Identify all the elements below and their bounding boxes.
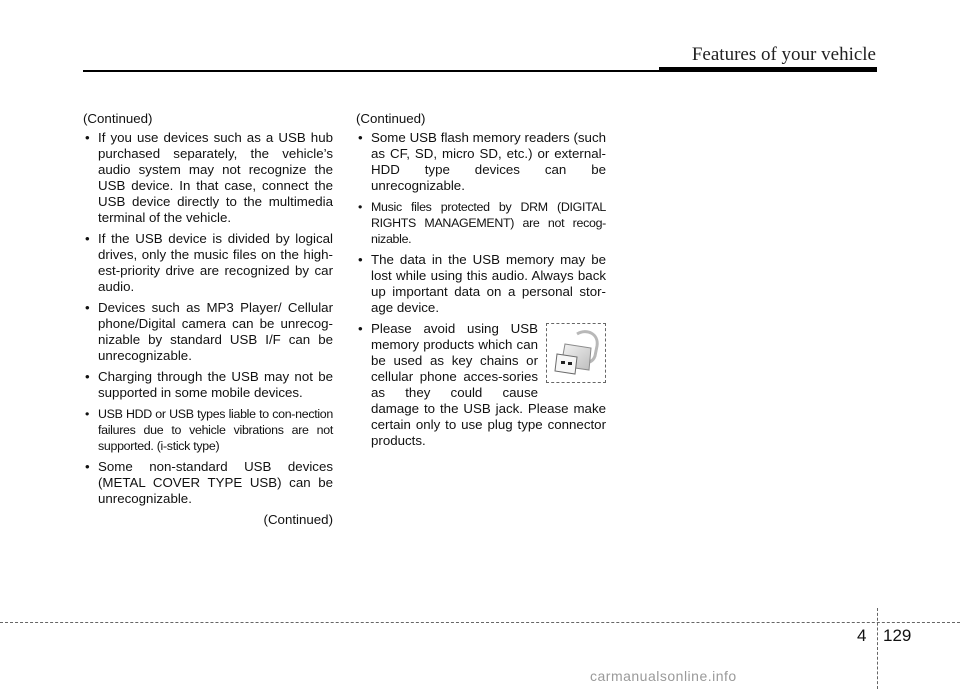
- footer-divider: [877, 608, 878, 689]
- right-bullet-list: [356, 130, 606, 449]
- right-column: [356, 111, 606, 454]
- left-column: [83, 111, 333, 528]
- list-item: • Some non-standard USB devices (METAL COVER TYPE USB) can be unrecognizable.: [83, 459, 333, 507]
- continued-label-top: (Continued): [83, 111, 153, 126]
- watermark: carmanualsonline.info: [590, 668, 737, 684]
- list-item-with-image: [356, 321, 606, 449]
- continued-label-top: (Continued): [356, 111, 426, 126]
- usb-key-chain-icon: [547, 324, 605, 382]
- usb-image-frame: [546, 323, 606, 383]
- continued-label-bottom: (Continued): [263, 512, 333, 527]
- footer-rule: [0, 622, 960, 623]
- list-item: • Some USB flash memory readers (such as CF, SD, micro SD, etc.) or external-HDD type devices can be unrecognizable.: [356, 130, 606, 194]
- list-item: • If you use devices such as a USB hub purchased separately, the vehicle’s audio system may not recognize the USB device. In that case, connect the USB device directly to the multimedia terminal of the vehicle.: [83, 130, 333, 226]
- page-header-title: Features of your vehicle: [691, 44, 876, 65]
- list-item: • The data in the USB memory may be lost while using this audio. Always back up important data on a personal stor-age device.: [356, 252, 606, 316]
- list-item: • Devices such as MP3 Player/ Cellular phone/Digital camera can be unrecog-nizable by standard USB I/F can be unrecognizable.: [83, 300, 333, 364]
- list-item: • USB HDD or USB types liable to con-nection failures due to vehicle vibrations are not supported. (i-stick type): [83, 406, 333, 454]
- header-rule-accent: [659, 67, 877, 72]
- list-item-text: Please avoid using USB memory products which can be used as key chains or cellular phone acces-sories as they could cause damage to the USB jack. Please make certain only to use plug type connector products.: [371, 321, 606, 448]
- chapter-number: 4: [857, 626, 867, 645]
- list-item: • Charging through the USB may not be supported in some mobile devices.: [83, 369, 333, 401]
- page-number: 129: [883, 626, 912, 645]
- list-item: • Music files protected by DRM (DIGITAL RIGHTS MANAGEMENT) are not recog-nizable.: [356, 199, 606, 247]
- list-item: • If the USB device is divided by logical drives, only the music files on the high-est-priority drive are recognized by car audio.: [83, 231, 333, 295]
- left-bullet-list: [83, 130, 333, 507]
